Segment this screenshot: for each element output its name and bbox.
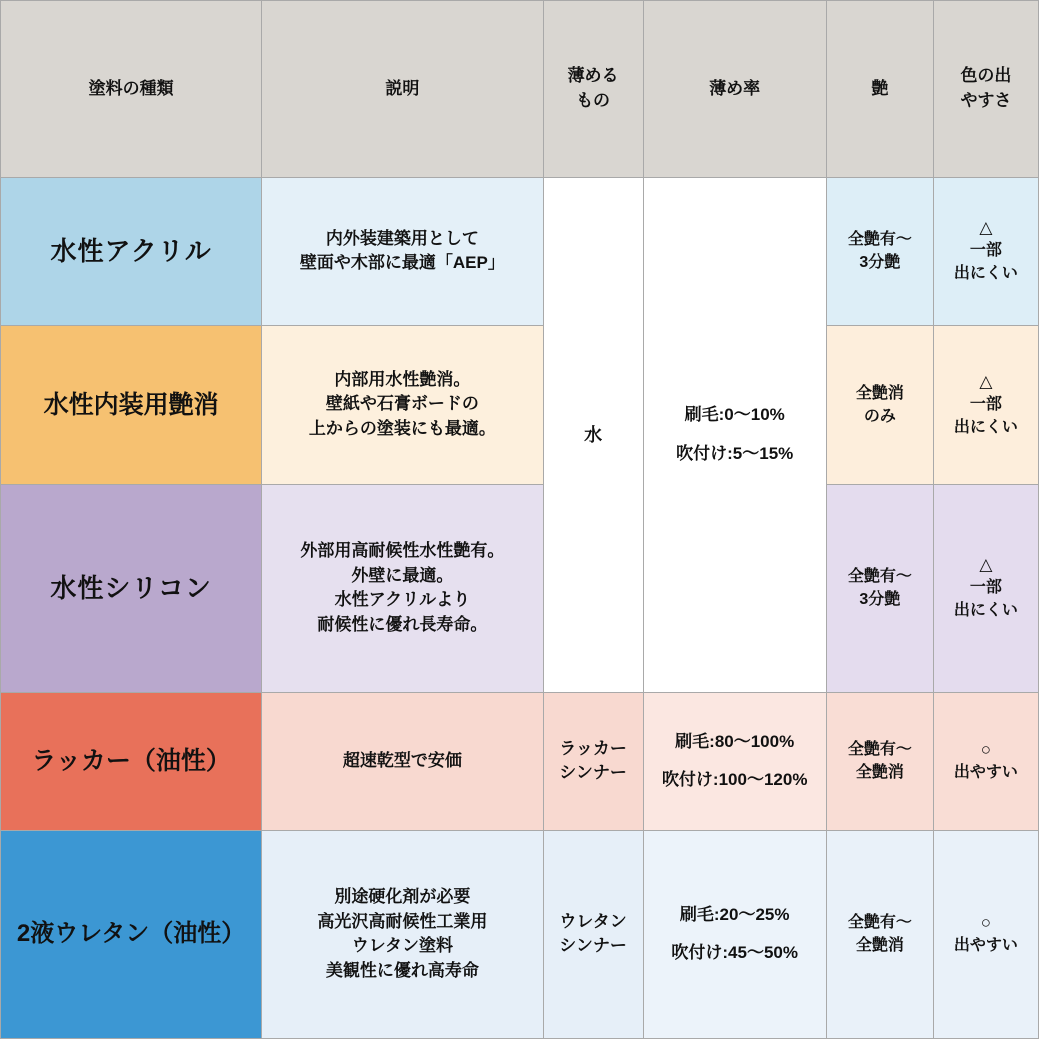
colorability-line: 一部 [969, 395, 1002, 413]
row-type-two-part-urethane: 2液ウレタン（油性） [1, 830, 262, 1038]
row-description-water-acrylic [262, 178, 543, 326]
desc-line: 美観性に優れ高寿命 [325, 960, 479, 980]
thinner-line: シンナー [559, 936, 627, 956]
row-gloss-two-part-urethane [826, 830, 933, 1038]
table-body [1, 178, 1039, 1039]
colorability-mark: △ [979, 555, 993, 575]
row-gloss-water-acrylic [826, 178, 933, 326]
header-dilution-rate: 薄め率 [643, 1, 826, 178]
colorability-mark: ○ [980, 912, 992, 932]
gloss-line: のみ [863, 407, 896, 425]
colorability-line: 一部 [969, 242, 1002, 260]
rate-line: 刷毛:80〜100% [675, 731, 795, 751]
table-row [1, 178, 1039, 326]
row-rate-water [643, 178, 826, 693]
gloss-line: 全艶有〜 [847, 741, 912, 759]
thinner-line: ウレタン [559, 911, 627, 931]
desc-line: 超速乾型で安価 [342, 751, 462, 770]
colorability-line: 出にくい [953, 418, 1018, 436]
rate-line: 刷毛:0〜10% [684, 405, 785, 425]
header-thinner [543, 1, 643, 178]
gloss-line: 全艶有〜 [847, 568, 912, 586]
desc-line: 内部用水性艶消。 [334, 369, 471, 389]
row-rate-two-part-urethane [643, 830, 826, 1038]
row-colorability-water-interior-matte [933, 325, 1038, 484]
header-colorability-line1: 色の出 [960, 66, 1012, 86]
row-type-water-acrylic: 水性アクリル [1, 178, 262, 326]
colorability-mark: △ [979, 218, 993, 238]
row-type-lacquer: ラッカー（油性） [1, 693, 262, 830]
header-colorability-line2: やすさ [960, 91, 1012, 110]
header-colorability [933, 1, 1038, 178]
desc-line: ウレタン塗料 [351, 936, 454, 956]
gloss-line: 全艶消 [855, 384, 904, 402]
colorability-mark: △ [979, 371, 993, 391]
row-description-water-silicone [262, 484, 543, 692]
rate-line: 吹付け:5〜15% [676, 444, 794, 464]
row-gloss-water-silicone [826, 484, 933, 692]
row-type-water-silicone: 水性シリコン [1, 484, 262, 692]
colorability-line: 出にくい [953, 602, 1018, 620]
row-thinner-lacquer [543, 693, 643, 830]
gloss-line: 全艶有〜 [847, 231, 912, 249]
desc-line: 壁面や木部に最適「AEP」 [299, 253, 505, 273]
table-row [1, 830, 1039, 1038]
table-row [1, 693, 1039, 830]
desc-line: 別途硬化剤が必要 [334, 886, 471, 906]
row-thinner-two-part-urethane [543, 830, 643, 1038]
header-gloss: 艶 [826, 1, 933, 178]
desc-line: 内外装建築用として [325, 228, 479, 248]
colorability-line: 一部 [969, 579, 1002, 597]
gloss-line: 全艶消 [855, 764, 904, 782]
row-colorability-two-part-urethane [933, 830, 1038, 1038]
rate-line: 吹付け:45〜50% [671, 943, 798, 963]
gloss-line: 3分艶 [859, 254, 901, 272]
row-description-water-interior-matte [262, 325, 543, 484]
gloss-line: 全艶有〜 [847, 914, 912, 932]
rate-line: 吹付け:100〜120% [661, 770, 808, 790]
colorability-line: 出やすい [953, 763, 1018, 781]
desc-line: 高光沢高耐候性工業用 [317, 911, 488, 931]
thinner-line: シンナー [559, 763, 627, 783]
desc-line: 上からの塗装にも最適。 [308, 419, 496, 439]
desc-line: 外壁に最適。 [351, 565, 454, 585]
row-gloss-water-interior-matte [826, 325, 933, 484]
row-rate-lacquer [643, 693, 826, 830]
row-type-water-interior-matte: 水性内装用艶消 [1, 325, 262, 484]
colorability-mark: ○ [980, 739, 992, 759]
desc-line: 耐候性に優れ長寿命。 [317, 615, 488, 635]
table-header [1, 1, 1039, 178]
thinner-line: ラッカー [559, 738, 627, 758]
desc-line: 外部用高耐候性水性艶有。 [300, 541, 505, 561]
table-row [1, 325, 1039, 484]
desc-line: 壁紙や石膏ボードの [325, 394, 479, 414]
header-row [1, 1, 1039, 178]
header-thinner-line2: もの [576, 91, 611, 110]
table-row [1, 484, 1039, 692]
row-description-lacquer [262, 693, 543, 830]
colorability-line: 出やすい [953, 936, 1018, 954]
header-thinner-line1: 薄める [567, 66, 619, 86]
row-colorability-water-silicone [933, 484, 1038, 692]
desc-line: 水性アクリルより [334, 590, 471, 610]
row-colorability-lacquer [933, 693, 1038, 830]
colorability-line: 出にくい [953, 265, 1018, 283]
header-paint-type: 塗料の種類 [1, 1, 262, 178]
row-colorability-water-acrylic [933, 178, 1038, 326]
row-gloss-lacquer [826, 693, 933, 830]
row-description-two-part-urethane [262, 830, 543, 1038]
header-description: 説明 [262, 1, 543, 178]
gloss-line: 3分艶 [859, 591, 901, 609]
rate-line: 刷毛:20〜25% [679, 904, 790, 924]
gloss-line: 全艶消 [855, 937, 904, 955]
row-thinner-water: 水 [543, 178, 643, 693]
